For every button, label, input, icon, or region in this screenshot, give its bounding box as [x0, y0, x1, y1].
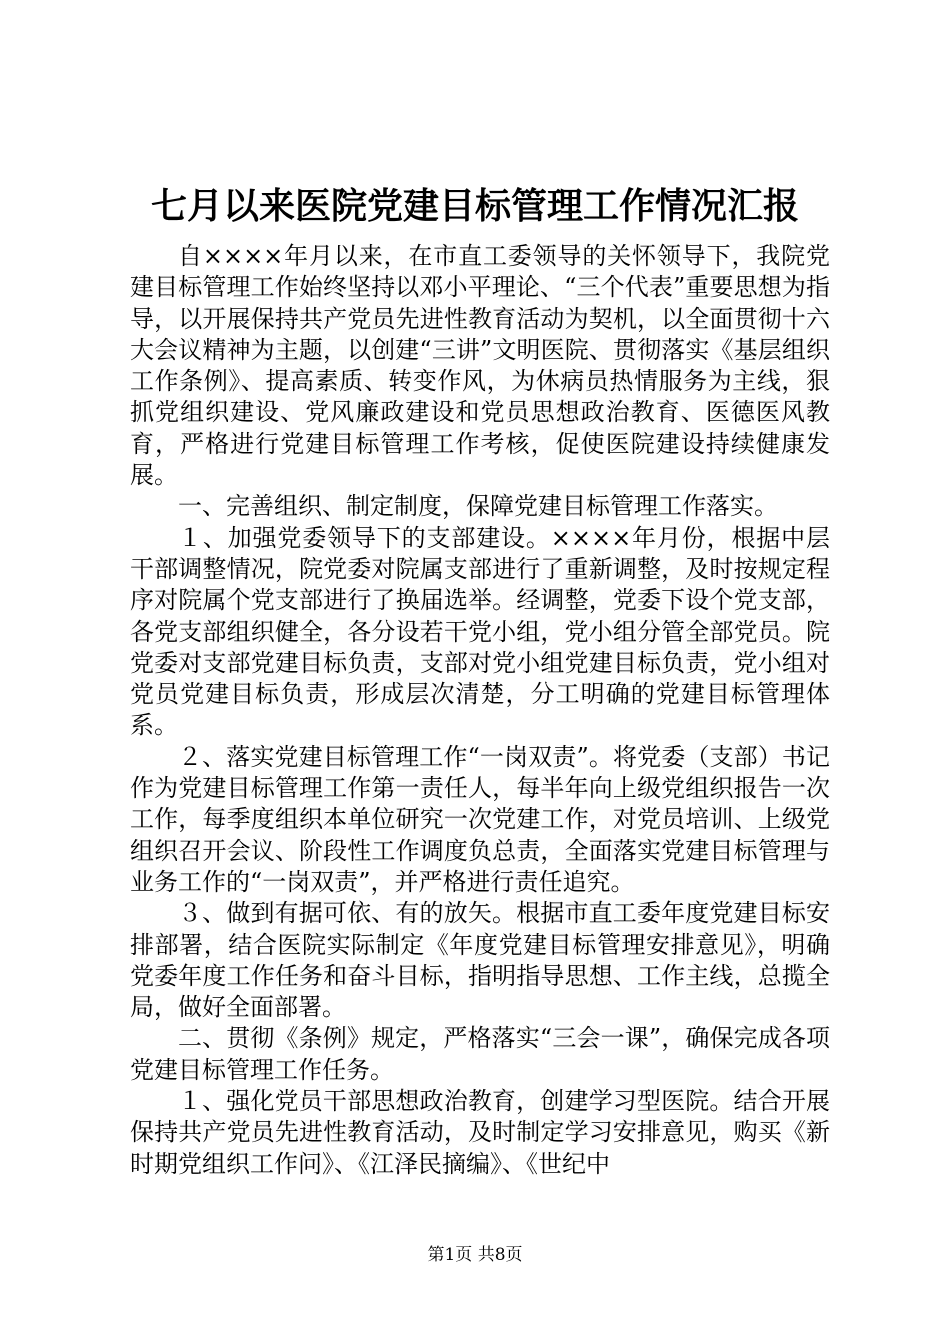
paragraph-1-1: １、加强党委领导下的支部建设。××××年月份，根据中层干部调整情况，院党委对院属支部进行了重新调整，及时按规定程序对院属个党支部进行了换届选举。经调整，党委下设个党支部，各党支部组织健全，各分设若干党小组，党小组分管全部党员。院党委对支部党建目标负责，支部对党小组党建目标负责，党小组对党员党建目标负责，形成层次清楚，分工明确的党建目标管理体系。 [130, 523, 830, 740]
paragraph-2-1: １、强化党员干部思想政治教育，创建学习型医院。结合开展保持共产党员先进性教育活动，及时制定学习安排意见，购买《新时期党组织工作问》、《江泽民摘编》、《世纪中 [130, 1087, 830, 1178]
document-body [130, 241, 830, 1180]
heading-section-1: 一、完善组织、制定制度，保障党建目标管理工作落实。 [178, 492, 778, 521]
document-title: 七月以来医院党建目标管理工作情况汇报 [150, 186, 799, 227]
heading-section-2: 二、贯彻《条例》规定，严格落实“三会一课”，确保完成各项党建目标管理工作任务。 [130, 1024, 830, 1084]
paragraph-intro: 自××××年月以来，在市直工委领导的关怀领导下，我院党建目标管理工作始终坚持以邓小平理论、“三个代表”重要思想为指导，以开展保持共产党员先进性教育活动为契机，以全面贯彻十六大会议精神为主题，以创建“三讲”文明医院、贯彻落实《基层组织工作条例》、提高素质、转变作风，为休病员热情服务为主线，狠抓党组织建设、党风廉政建设和党员思想政治教育、医德医风教育，严格进行党建目标管理工作考核，促使医院建设持续健康发展。 [130, 242, 830, 490]
page-number-footer: 第1页 共8页 [427, 1245, 523, 1265]
paragraph-1-3: ３、做到有据可依、有的放矢。根据市直工委年度党建目标安排部署，结合医院实际制定《年度党建目标管理安排意见》，明确党委年度工作任务和奋斗目标，指明指导思想、工作主线，总揽全局，做好全面部署。 [130, 899, 830, 1022]
paragraph-1-2: ２、落实党建目标管理工作“一岗双责”。将党委（支部）书记作为党建目标管理工作第一责任人，每半年向上级党组织报告一次工作，每季度组织本单位研究一次党建工作，对党员培训、上级党组织召开会议、阶段性工作调度负总责，全面落实党建目标管理与业务工作的“一岗双责”，并严格进行责任追究。 [130, 742, 830, 896]
